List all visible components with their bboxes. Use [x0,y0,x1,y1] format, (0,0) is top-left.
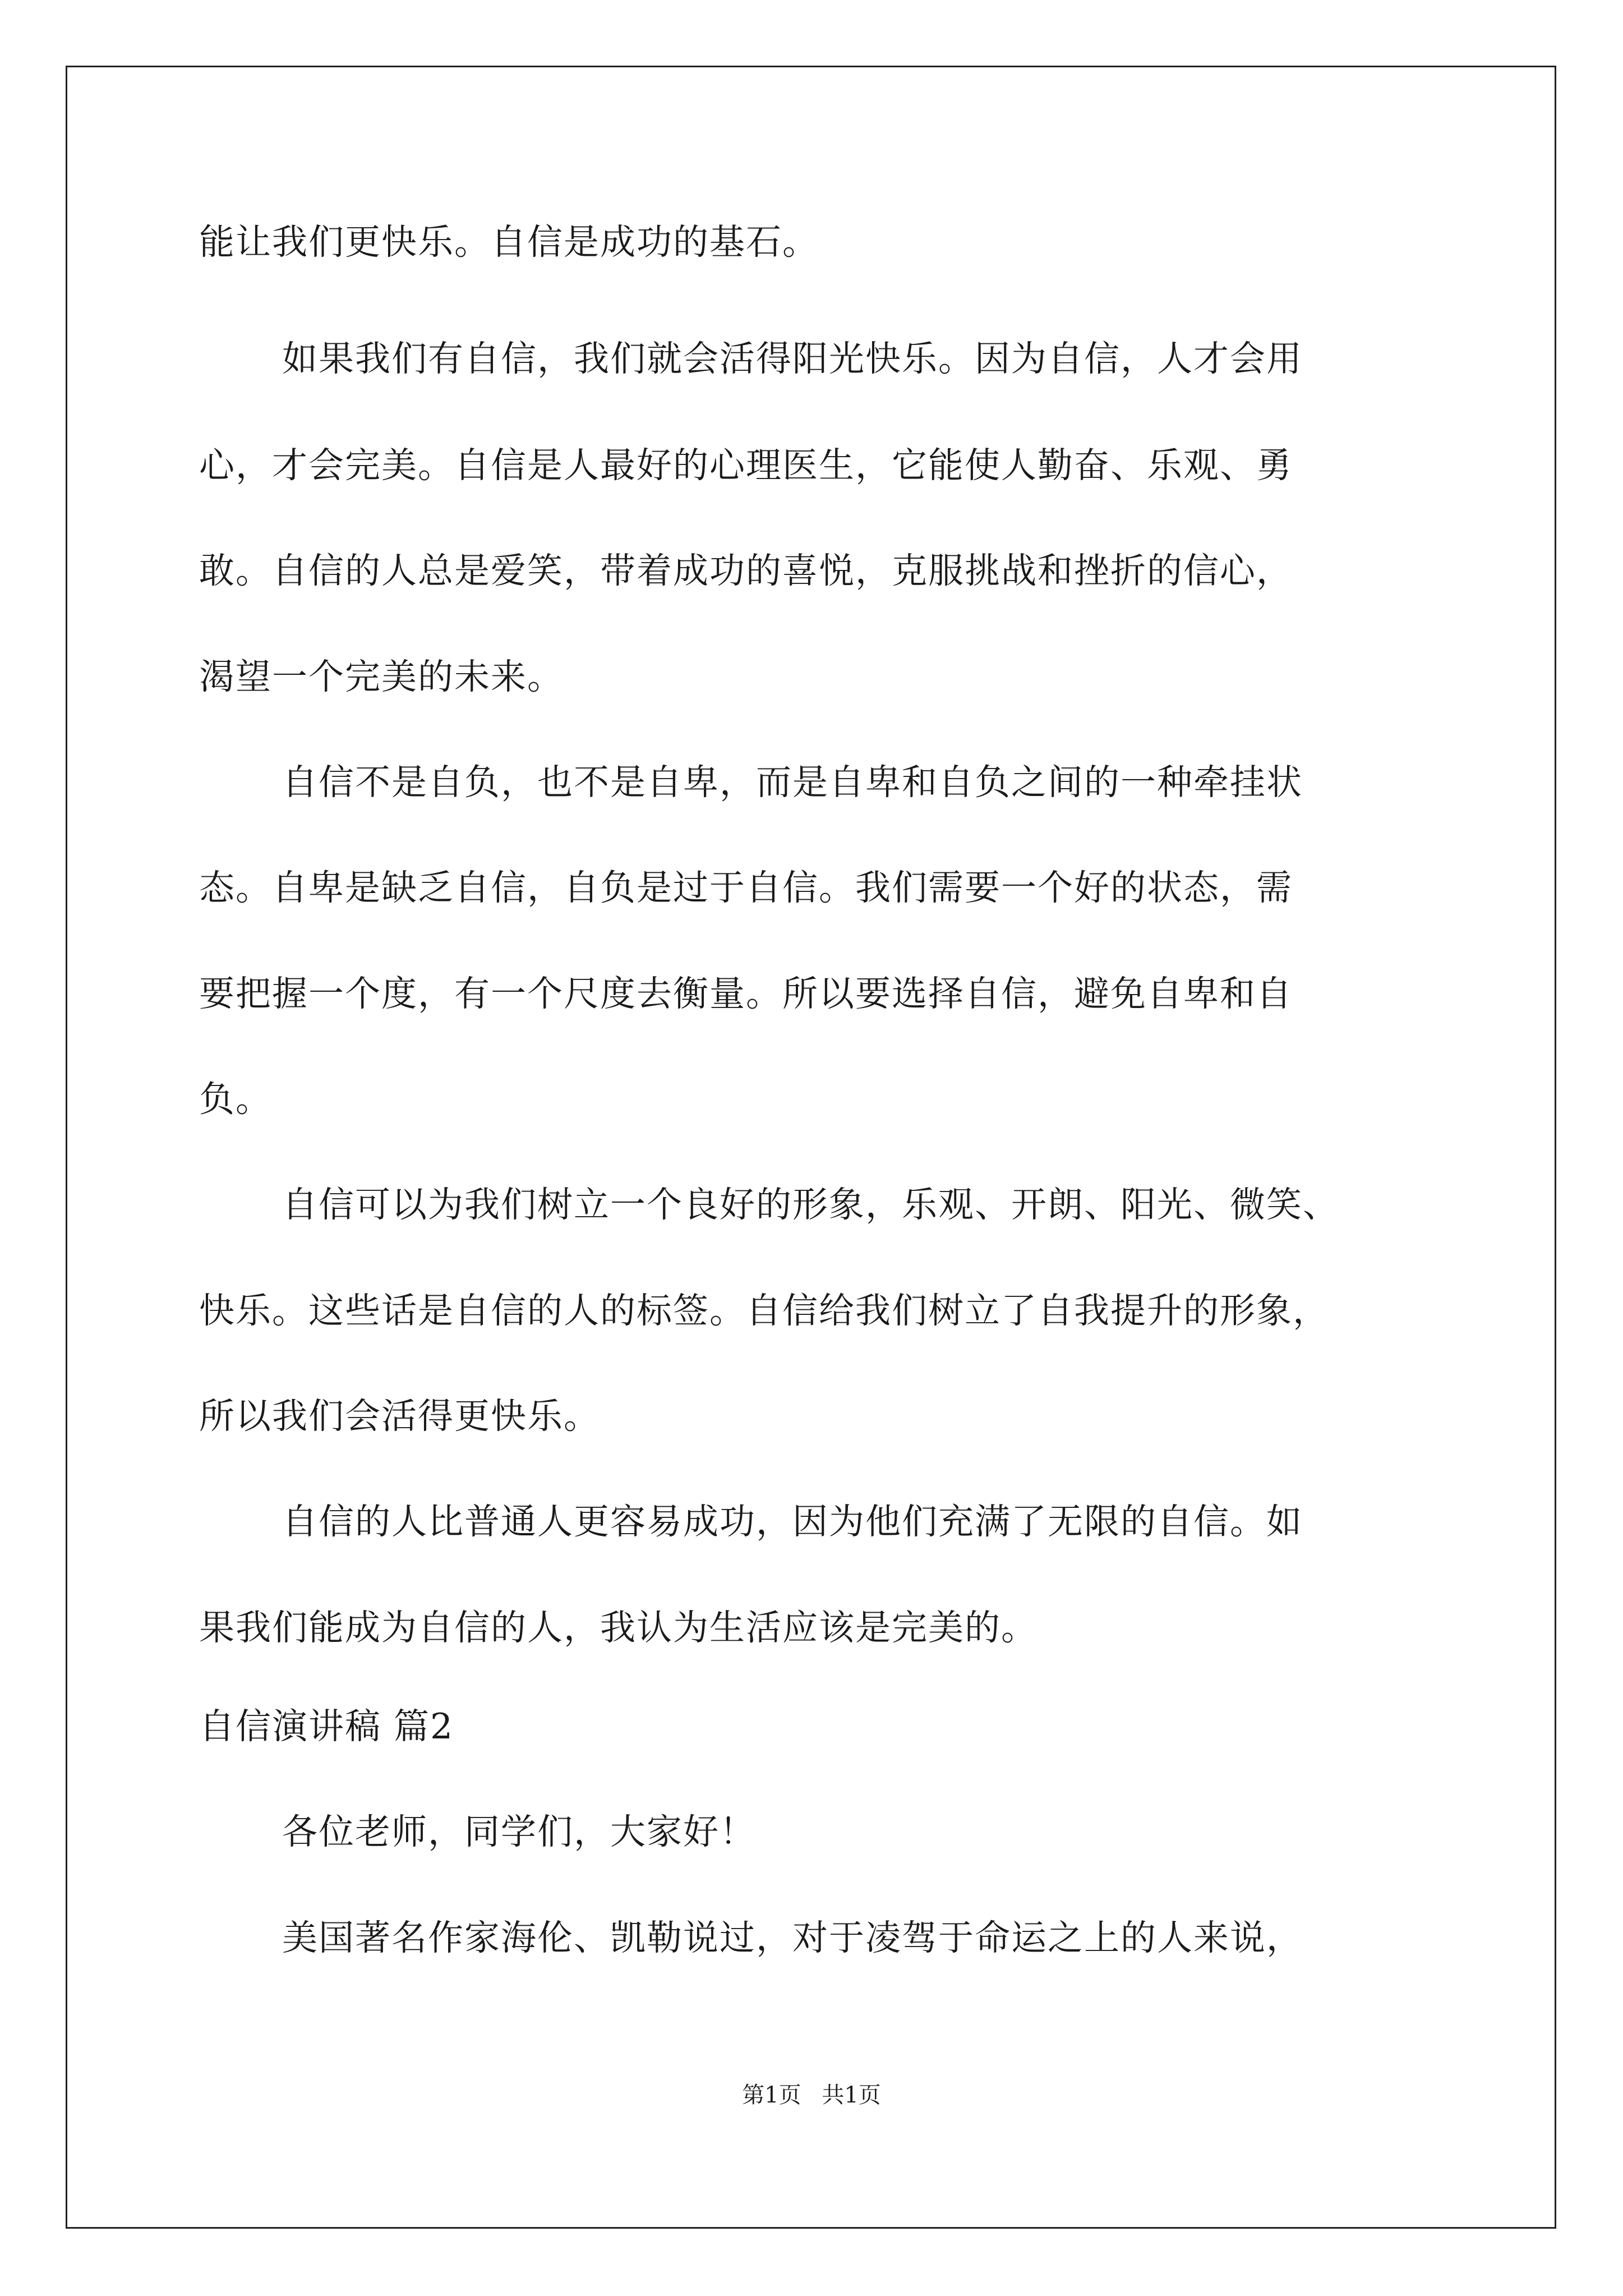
paragraph-line: 自信不是自负，也不是自卑，而是自卑和自负之间的一种牵挂状 [282,762,1303,803]
paragraph-line: 心，才会完美。自信是人最好的心理医生，它能使人勤奋、乐观、勇 [199,445,1293,486]
paragraph-line: 所以我们会活得更快乐。 [199,1396,600,1437]
paragraph-line: 快乐。这些话是自信的人的标签。自信给我们树立了自我提升的形象， [199,1290,1329,1331]
paragraph-line: 果我们能成为自信的人，我认为生活应该是完美的。 [199,1607,1038,1648]
paragraph-line: 敢。自信的人总是爱笑，带着成功的喜悦，克服挑战和挫折的信心， [199,550,1293,591]
page-footer [0,2081,1623,2109]
page-number-total: 共1页 [822,2082,881,2108]
section-heading: 自信演讲稿 篇2 [199,1706,454,1747]
paragraph-line: 渴望一个完美的未来。 [199,656,564,697]
paragraph-line: 美国著名作家海伦、凯勒说过，对于凌驾于命运之上的人来说， [282,1917,1303,1958]
paragraph-line: 各位老师，同学们，大家好！ [282,1811,756,1852]
paragraph-line: 要把握一个度，有一个尺度去衡量。所以要选择自信，避免自卑和自 [199,973,1293,1014]
paragraph-line: 自信可以为我们树立一个良好的形象，乐观、开朗、阳光、微笑、 [282,1184,1339,1225]
paragraph-line: 能让我们更快乐。自信是成功的基石。 [199,222,819,263]
paragraph-line: 态。自卑是缺乏自信，自负是过于自信。我们需要一个好的状态，需 [199,867,1293,908]
paragraph-line: 负。 [199,1079,272,1120]
page-border [66,66,1556,2229]
paragraph-line: 如果我们有自信，我们就会活得阳光快乐。因为自信，人才会用 [282,338,1303,379]
paragraph-line: 自信的人比普通人更容易成功，因为他们充满了无限的自信。如 [282,1501,1303,1542]
page-number-current: 第1页 [742,2082,801,2108]
